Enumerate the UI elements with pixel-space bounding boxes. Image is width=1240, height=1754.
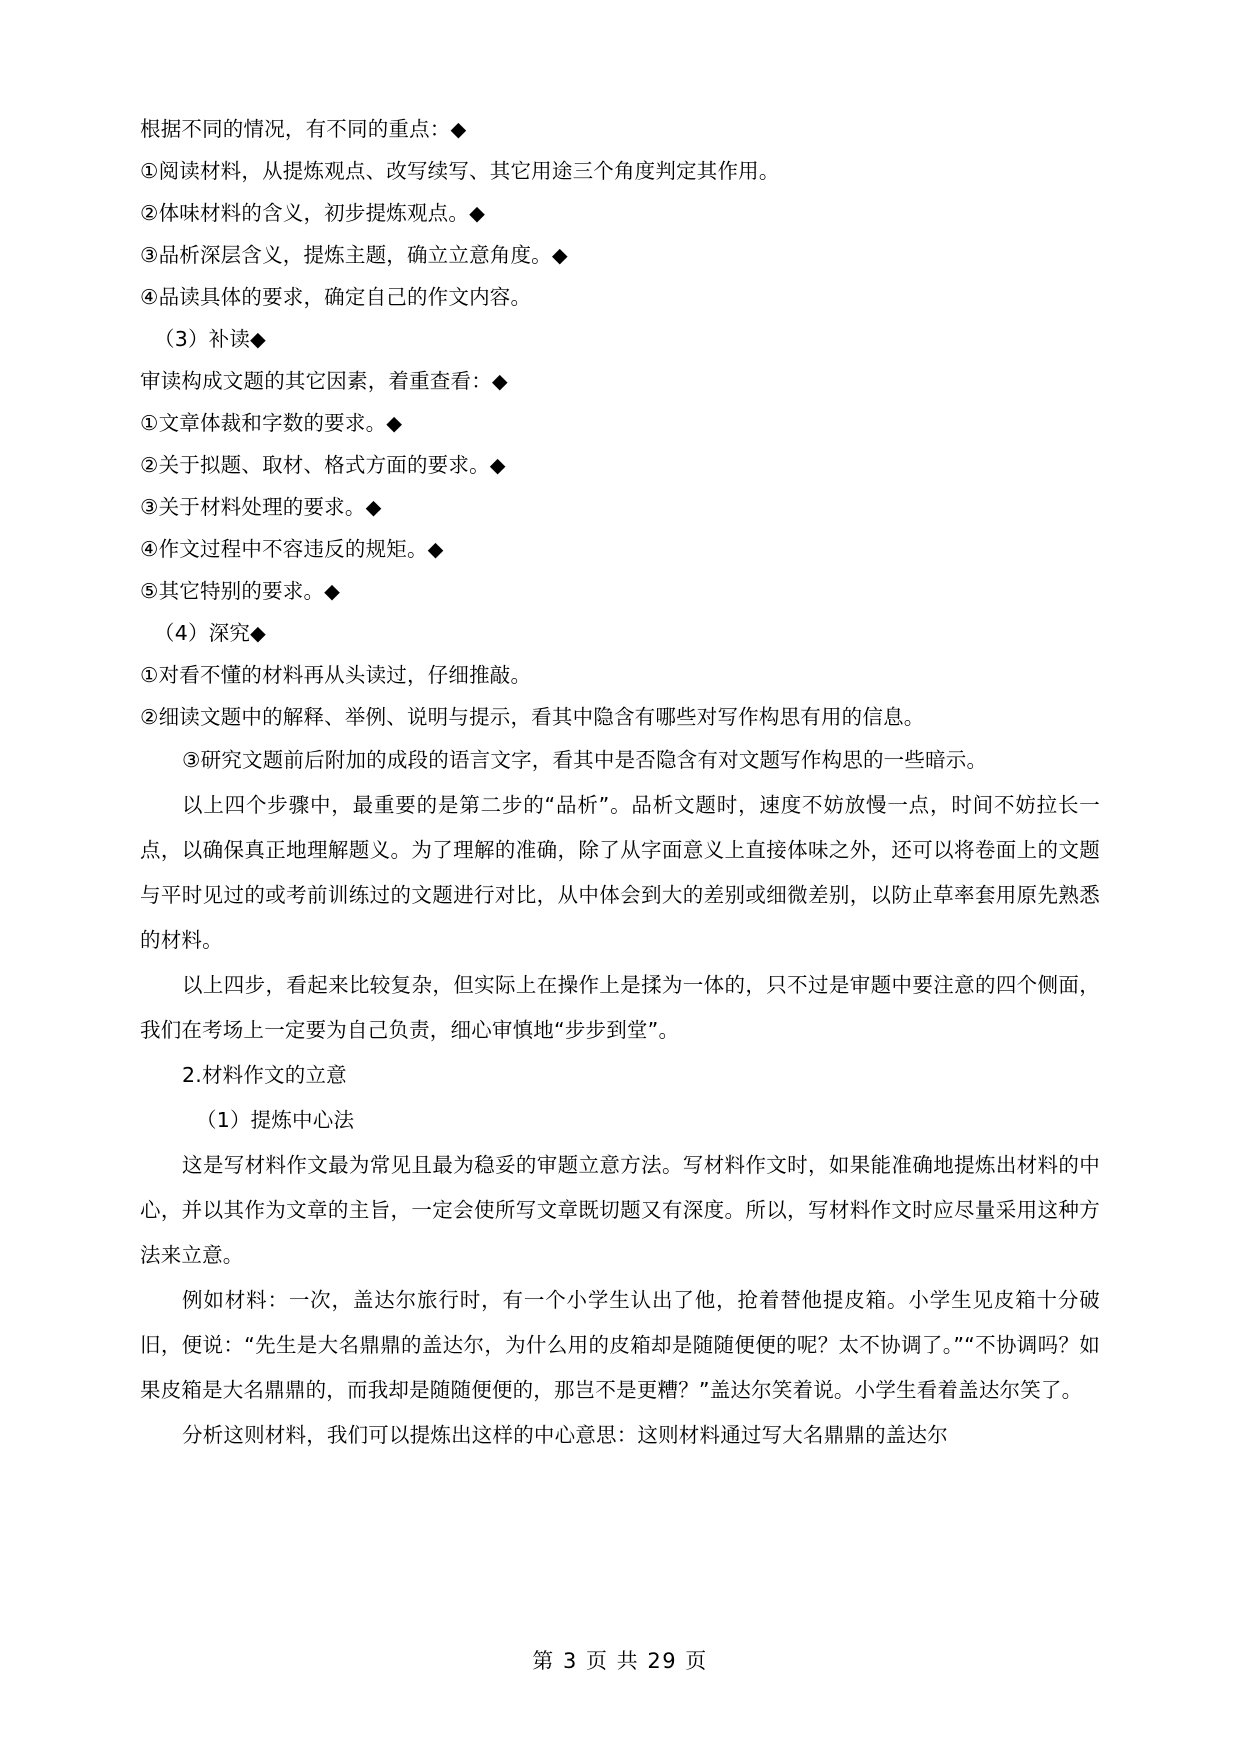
body-paragraph: 以上四步，看起来比较复杂，但实际上在操作上是揉为一体的，只不过是审题中要注意的四个侧面，我们在考场上一定要为自己负责，细心审慎地“步步到堂”。 [140, 973, 1100, 1042]
body-paragraph: 分析这则材料，我们可以提炼出这样的中心意思：这则材料通过写大名鼎鼎的盖达尔 [182, 1423, 948, 1447]
body-paragraph: ③研究文题前后附加的成段的语言文字，看其中是否隐含有对文题写作构思的一些暗示。 [182, 748, 988, 772]
body-line: ②细读文题中的解释、举例、说明与提示，看其中隐含有哪些对写作构思有用的信息。 [140, 704, 925, 729]
page-footer [0, 1645, 1240, 1675]
body-line: ②体味材料的含义，初步提炼观点。◆ [140, 200, 486, 225]
body-line: ①对看不懂的材料再从头读过，仔细推敲。 [140, 662, 532, 687]
body-line-subheading: （4）深究◆ [154, 620, 267, 645]
body-paragraph: 这是写材料作文最为常见且最为稳妥的审题立意方法。写材料作文时，如果能准确地提炼出材料的中心，并以其作为文章的主旨，一定会使所写文章既切题又有深度。所以，写材料作文时应尽量采用这种方法来立意。 [140, 1153, 1100, 1267]
body-line: ②关于拟题、取材、格式方面的要求。◆ [140, 452, 506, 477]
body-line: ①阅读材料，从提炼观点、改写续写、其它用途三个角度判定其作用。 [140, 158, 780, 183]
body-line: ⑤其它特别的要求。◆ [140, 578, 341, 603]
body-line: ④作文过程中不容违反的规矩。◆ [140, 536, 444, 561]
body-line: ④品读具体的要求，确定自己的作文内容。 [140, 284, 532, 309]
page-content [140, 108, 1100, 1458]
body-line-subheading: （3）补读◆ [154, 326, 267, 351]
body-paragraph: 例如材料：一次，盖达尔旅行时，有一个小学生认出了他，抢着替他提皮箱。小学生见皮箱十分破旧，便说：“先生是大名鼎鼎的盖达尔，为什么用的皮箱却是随随便便的呢？太不协调了。”“不协调吗？如果皮箱是大名鼎鼎的，而我却是随随便便的，那岂不是更糟？”盖达尔笑着说。小学生看着盖达尔笑了。 [140, 1288, 1100, 1402]
body-line: ③关于材料处理的要求。◆ [140, 494, 382, 519]
section-heading: 2.材料作文的立意 [182, 1063, 347, 1087]
subsection-heading: （1）提炼中心法 [196, 1108, 355, 1132]
page-number-label: 第 3 页 共 29 页 [532, 1649, 708, 1673]
body-paragraph: 以上四个步骤中，最重要的是第二步的“品析”。品析文题时，速度不妨放慢一点，时间不妨拉长一点，以确保真正地理解题义。为了理解的准确，除了从字面意义上直接体味之外，还可以将卷面上的文题与平时见过的或考前训练过的文题进行对比，从中体会到大的差别或细微差别，以防止草率套用原先熟悉的材料。 [140, 793, 1100, 952]
body-line: 审读构成文题的其它因素，着重查看：◆ [140, 368, 508, 393]
body-line: 根据不同的情况，有不同的重点：◆ [140, 116, 467, 141]
body-line: ③品析深层含义，提炼主题，确立立意角度。◆ [140, 242, 568, 267]
body-line: ①文章体裁和字数的要求。◆ [140, 410, 403, 435]
